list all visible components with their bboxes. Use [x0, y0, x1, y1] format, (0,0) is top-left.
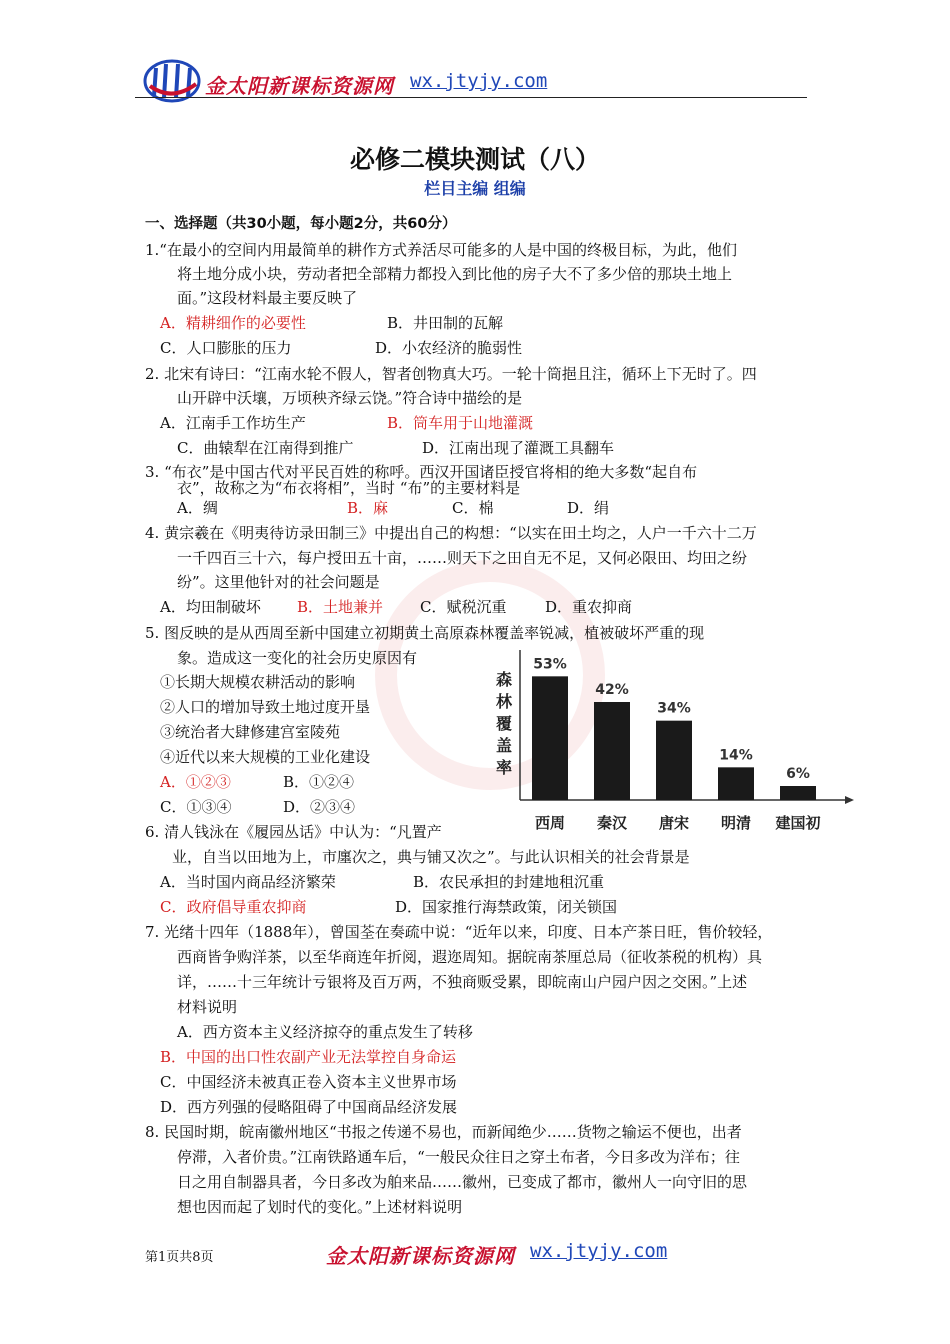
- chart-ylabel: 森林覆盖率: [496, 670, 513, 777]
- chart-value-label: 6%: [786, 766, 810, 782]
- q1-stem-line2: 将土地分成小块，劳动者把全部精力都投入到比他的房子大不了多少倍的那块土地上: [177, 265, 733, 283]
- q1-stem-line1: 1.“在最小的空间内用最简单的耕作方式养活尽可能多的人是中国的终极目标，为此，他们: [145, 241, 737, 259]
- q5-stem-line1: 5. 图反映的是从西周至新中国建立初期黄土高原森林覆盖率锐减，植被破坏严重的现: [145, 624, 705, 642]
- q1-stem-line3: 面。”这段材料最主要反映了: [177, 289, 358, 307]
- q3-option-c: C．棉: [452, 499, 494, 517]
- chart-category-label: 西周: [534, 814, 566, 832]
- q5-option-a: A．①②③: [160, 773, 231, 791]
- chart-value-label: 42%: [595, 682, 629, 698]
- q4-option-d: D．重农抑商: [545, 598, 633, 616]
- q3-option-d: D．绢: [567, 499, 610, 517]
- page-subtitle: 栏目主编 组编: [424, 179, 526, 198]
- chart-value-label: 14%: [719, 747, 753, 764]
- q8-stem-line4: 想也因而起了划时代的变化。”上述材料说明: [177, 1198, 463, 1216]
- q8-stem-line1: 8. 民国时期，皖南徽州地区“书报之传递不易也，而新闻绝少……货物之输运不便也，出者: [145, 1123, 742, 1141]
- chart-bar: [656, 721, 692, 800]
- header-brand: 金太阳新课标资源网: [205, 74, 394, 98]
- q5-item-1: ①长期大规模农耕活动的影响: [160, 673, 356, 691]
- q6-option-c: C．政府倡导重农抑商: [160, 898, 307, 916]
- q2-option-c: C．曲辕犁在江南得到推广: [177, 439, 354, 457]
- q6-stem-line1: 6. 清人钱泳在《履园丛话》中认为：“凡置产: [145, 823, 442, 841]
- footer-brand: 金太阳新课标资源网: [326, 1244, 515, 1268]
- q3-stem-line1: 3. “布衣”是中国古代对平民百姓的称呼。西汉开国诸臣授官将相的绝大多数“起自布: [145, 463, 698, 481]
- footer-url-link[interactable]: wx.jtyjy.com: [530, 1240, 668, 1262]
- q2-stem-line2: 山开辟中沃壤，万顷秧齐绿云饶。”符合诗中描绘的是: [177, 389, 523, 407]
- header-url-link[interactable]: wx.jtyjy.com: [410, 70, 548, 92]
- q7-option-d: D．西方列强的侵略阻碍了中国商品经济发展: [160, 1098, 458, 1116]
- section-heading: 一、选择题（共30小题，每小题2分，共60分）: [145, 216, 457, 232]
- chart-value-label: 53%: [533, 656, 567, 673]
- q7-stem-line3: 详，……十三年统计亏银将及百万两，不独商贩受累，即皖南山户园户因之交困。”上述: [177, 973, 748, 991]
- q5-option-c: C．①③④: [160, 798, 232, 816]
- page-number: 第1页共8页: [145, 1250, 214, 1265]
- q4-stem-line3: 纷”。这里他针对的社会问题是: [177, 573, 380, 591]
- chart-value-label: 34%: [657, 700, 691, 717]
- q4-option-b: B．土地兼并: [297, 598, 384, 616]
- q4-stem-line2: 一千四百三十六，每户授田五十亩，……则天下之田自无不足，又何必限田、均田之纷: [177, 549, 748, 567]
- q1-option-b: B．井田制的瓦解: [387, 314, 504, 332]
- q5-item-3: ③统治者大肆修建宫室陵苑: [160, 723, 341, 741]
- q4-option-a: A．均田制破坏: [160, 598, 261, 616]
- q8-stem-line3: 日之用自制器具者，今日多改为舶来品……徽州，已变成了都市，徽州人一向守旧的思: [177, 1173, 748, 1191]
- q3-stem-line2: 衣”，故称之为“布衣将相”，当时 “布”的主要材料是: [177, 479, 521, 497]
- chart-bar: [532, 676, 568, 800]
- chart-bar: [594, 702, 630, 800]
- chart-x-arrow: [845, 796, 854, 804]
- q5-item-4: ④近代以来大规模的工业化建设: [160, 748, 371, 766]
- chart-bar: [718, 767, 754, 800]
- q6-option-a: A．当时国内商品经济繁荣: [160, 873, 336, 891]
- page-title: 必修二模块测试（八）: [349, 145, 600, 174]
- q7-option-c: C．中国经济未被真正卷入资本主义世界市场: [160, 1073, 457, 1091]
- q6-option-b: B．农民承担的封建地租沉重: [413, 873, 605, 891]
- chart-bar: [780, 786, 816, 800]
- q7-stem-line2: 西商皆争购洋茶，以至华商连年折阅，遐迩周知。据皖南茶厘总局（征收茶税的机构）具: [177, 948, 763, 966]
- q5-option-d: D．②③④: [283, 798, 356, 816]
- q1-option-d: D．小农经济的脆弱性: [375, 339, 523, 357]
- q7-stem-line1: 7. 光绪十四年（1888年），曾国荃在奏疏中说：“近年以来，印度、日本产茶日旺，售价较轻，: [145, 923, 773, 941]
- q6-stem-line2: 业，自当以田地为上，市廛次之，典与铺又次之”。与此认识相关的社会背景是: [172, 848, 690, 866]
- q5-item-2: ②人口的增加导致土地过度开垦: [160, 698, 371, 716]
- q5-stem-line2: 象。造成这一变化的社会历史原因有: [177, 649, 418, 667]
- q6-option-d: D．国家推行海禁政策，闭关锁国: [395, 898, 618, 916]
- q7-option-b: B．中国的出口性农副产业无法掌控自身命运: [160, 1048, 457, 1066]
- q4-stem-line1: 4. 黄宗羲在《明夷待访录田制三》中提出自己的构想：“以实在田土均之，人户一千六十二万: [145, 524, 757, 542]
- q2-option-d: D．江南出现了灌溉工具翻车: [422, 439, 615, 457]
- q2-option-b: B．筒车用于山地灌溉: [387, 414, 534, 432]
- q1-option-a: A．精耕细作的必要性: [160, 314, 306, 332]
- header-divider: [135, 97, 807, 98]
- q3-option-a: A．绸: [177, 499, 218, 517]
- chart-category-label: 明清: [720, 814, 752, 832]
- q7-stem-line4: 材料说明: [177, 998, 238, 1016]
- q2-option-a: A．江南手工作坊生产: [160, 414, 306, 432]
- chart-category-label: 唐宋: [658, 814, 690, 832]
- q5-option-b: B．①②④: [283, 773, 355, 791]
- q1-option-c: C．人口膨胀的压力: [160, 339, 292, 357]
- q8-stem-line2: 停滞，入者价贵。”江南铁路通车后，“一般民众往日之穿土布者，今日多改为洋布；往: [177, 1148, 740, 1166]
- forest-coverage-chart: [480, 640, 860, 840]
- q2-stem-line1: 2. 北宋有诗曰：“江南水轮不假人，智者创物真大巧。一轮十筒挹且注，循环上下无时了。四: [145, 365, 757, 383]
- chart-category-label: 秦汉: [596, 814, 628, 832]
- chart-category-label: 建国初: [775, 814, 821, 832]
- q3-option-b: B．麻: [347, 499, 389, 517]
- q7-option-a: A．西方资本主义经济掠夺的重点发生了转移: [177, 1023, 473, 1041]
- q4-option-c: C．赋税沉重: [420, 598, 507, 616]
